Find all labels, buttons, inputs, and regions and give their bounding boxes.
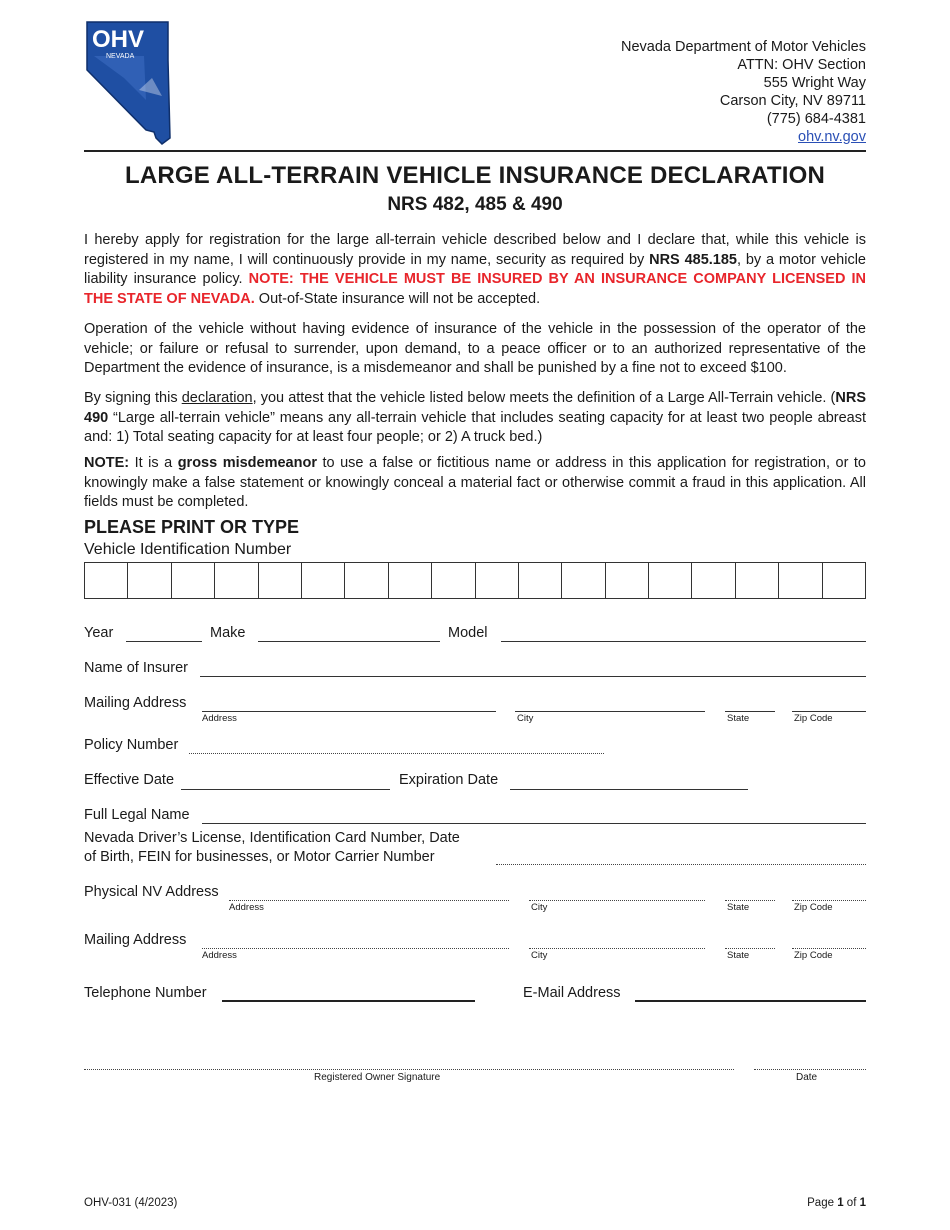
text: , you attest that the vehicle listed below meets the definition of a Large All-Terrain vehicle. ( bbox=[252, 390, 836, 406]
signature-caption: Registered Owner Signature bbox=[314, 1072, 441, 1083]
license-number-field[interactable] bbox=[496, 864, 866, 865]
page-current: 1 bbox=[837, 1197, 844, 1209]
email-label: E-Mail Address bbox=[523, 985, 621, 1001]
license-label-line1: Nevada Driver’s License, Identification Card Number, Date bbox=[84, 830, 460, 846]
vin-character-box[interactable] bbox=[302, 563, 345, 598]
address-caption: Address bbox=[229, 902, 264, 913]
expiration-date-label: Expiration Date bbox=[399, 772, 499, 788]
vin-character-box[interactable] bbox=[823, 563, 865, 598]
text: It is a bbox=[129, 455, 178, 471]
model-label: Model bbox=[448, 625, 488, 641]
city-caption: City bbox=[531, 950, 548, 961]
insurer-field[interactable] bbox=[200, 676, 866, 677]
address-line: 555 Wright Way bbox=[763, 75, 866, 91]
insurer-address-field[interactable] bbox=[202, 711, 496, 712]
physical-address-label: Physical NV Address bbox=[84, 884, 219, 900]
text: I hereby apply for registration for the large all-terrain vehicle described below and I declare that, while this vehicle is registered in my name, I will continuously provide in my name, security as required by bbox=[84, 232, 866, 268]
expiration-date-field[interactable] bbox=[510, 789, 748, 790]
vin-character-box[interactable] bbox=[85, 563, 128, 598]
year-label: Year bbox=[84, 625, 114, 641]
state-caption: State bbox=[727, 713, 750, 724]
effective-date-field[interactable] bbox=[181, 789, 390, 790]
page-number bbox=[807, 1197, 866, 1209]
form-id: OHV-031 (4/2023) bbox=[84, 1197, 178, 1209]
state-caption: State bbox=[727, 950, 750, 961]
insurer-city-field[interactable] bbox=[515, 711, 705, 712]
vin-character-box[interactable] bbox=[692, 563, 735, 598]
nrs-reference: NRS 490 bbox=[84, 390, 866, 426]
policy-number-field[interactable] bbox=[189, 753, 604, 754]
year-field[interactable] bbox=[126, 641, 202, 642]
page-title: LARGE ALL-TERRAIN VEHICLE INSURANCE DECLARATION bbox=[124, 162, 826, 189]
vin-character-box[interactable] bbox=[779, 563, 822, 598]
address-caption: Address bbox=[202, 713, 237, 724]
text: to use a false or fictitious name or address in this application for registration, or to knowingly make a false statement or knowingly conceal a material fact or otherwise commit a fraud in this application. All fields must be completed. bbox=[84, 455, 866, 510]
text: By signing this bbox=[84, 390, 182, 406]
zip-caption: Zip Code bbox=[794, 902, 833, 913]
text: , by a motor vehicle liability insurance policy. bbox=[84, 251, 866, 287]
address-line: ATTN: OHV Section bbox=[737, 57, 866, 73]
nrs-reference: NRS 485.185 bbox=[649, 251, 737, 268]
insurer-mailing-label: Mailing Address bbox=[84, 695, 187, 711]
model-field[interactable] bbox=[501, 641, 866, 642]
physical-state-field[interactable] bbox=[725, 900, 775, 901]
address-line: Nevada Department of Motor Vehicles bbox=[620, 39, 866, 55]
vin-character-box[interactable] bbox=[389, 563, 432, 598]
vin-character-box[interactable] bbox=[606, 563, 649, 598]
insurance-note: NOTE: THE VEHICLE MUST BE INSURED BY AN INSURANCE COMPANY LICENSED IN THE STATE OF NEVADA. bbox=[84, 271, 866, 307]
note-label: NOTE: bbox=[84, 455, 130, 471]
address-line: (775) 684-4381 bbox=[766, 111, 866, 127]
page-prefix: Page bbox=[807, 1197, 838, 1209]
physical-address-field[interactable] bbox=[229, 900, 509, 901]
zip-caption: Zip Code bbox=[794, 950, 833, 961]
effective-date-label: Effective Date bbox=[84, 772, 175, 788]
license-label-line2: of Birth, FEIN for businesses, or Motor Carrier Number bbox=[84, 849, 435, 865]
make-label: Make bbox=[210, 625, 246, 641]
fraud-paragraph bbox=[84, 454, 866, 513]
state-caption: State bbox=[727, 902, 750, 913]
ohv-logo bbox=[84, 20, 174, 148]
vin-character-box[interactable] bbox=[172, 563, 215, 598]
vin-character-box[interactable] bbox=[736, 563, 779, 598]
address-line: Carson City, NV 89711 bbox=[719, 93, 866, 109]
gross-misdemeanor-term: gross misdemeanor bbox=[177, 455, 317, 471]
page-of: of bbox=[843, 1197, 860, 1209]
address-caption: Address bbox=[202, 950, 237, 961]
owner-state-field[interactable] bbox=[725, 948, 775, 949]
phone-label: Telephone Number bbox=[84, 985, 207, 1001]
signature-date-field[interactable] bbox=[754, 1069, 866, 1070]
email-field[interactable] bbox=[635, 1000, 866, 1002]
declaration-term: declaration bbox=[181, 390, 253, 406]
vin-label: Vehicle Identification Number bbox=[84, 541, 292, 558]
insurer-state-field[interactable] bbox=[725, 711, 775, 712]
owner-zip-field[interactable] bbox=[792, 948, 866, 949]
page-subtitle: NRS 482, 485 & 490 bbox=[387, 194, 563, 215]
text: “Large all-terrain vehicle” means any all-terrain vehicle that includes seating capacity for at least two people abreast and: 1) Total seating capacity for at least four people; or 2) A truck bed.) bbox=[84, 409, 866, 445]
vin-character-box[interactable] bbox=[215, 563, 258, 598]
section-heading: PLEASE PRINT OR TYPE bbox=[84, 517, 300, 537]
physical-city-field[interactable] bbox=[529, 900, 705, 901]
page-total: 1 bbox=[859, 1197, 866, 1209]
vin-character-box[interactable] bbox=[476, 563, 519, 598]
vin-character-box[interactable] bbox=[432, 563, 475, 598]
legal-name-field[interactable] bbox=[202, 823, 866, 824]
owner-mailing-label: Mailing Address bbox=[84, 932, 187, 948]
vin-character-box[interactable] bbox=[649, 563, 692, 598]
zip-caption: Zip Code bbox=[794, 713, 833, 724]
city-caption: City bbox=[517, 713, 534, 724]
vin-character-box[interactable] bbox=[345, 563, 388, 598]
logo-subtext: NEVADA bbox=[106, 53, 135, 60]
declaration-paragraph bbox=[84, 231, 866, 309]
vin-character-box[interactable] bbox=[562, 563, 605, 598]
owner-address-field[interactable] bbox=[202, 948, 509, 949]
logo-text: OHV bbox=[92, 26, 145, 53]
phone-field[interactable] bbox=[222, 1000, 475, 1002]
make-field[interactable] bbox=[258, 641, 440, 642]
penalty-paragraph: Operation of the vehicle without having evidence of insurance of the vehicle in the possession of the operator of the vehicle; or failure or refusal to surrender, upon demand, to a peace officer or to an authorized representative of the Department the evidence of insurance, is a misdemeanor and shall be punished by a fine not to exceed $100. bbox=[84, 321, 866, 376]
nevada-state-logo-icon bbox=[84, 20, 174, 148]
city-caption: City bbox=[531, 902, 548, 913]
insurer-label: Name of Insurer bbox=[84, 660, 188, 676]
definition-paragraph bbox=[84, 389, 866, 448]
signature-field[interactable] bbox=[84, 1069, 734, 1070]
legal-name-label: Full Legal Name bbox=[84, 807, 190, 823]
text: Out-of-State insurance will not be accepted. bbox=[254, 290, 541, 307]
policy-label: Policy Number bbox=[84, 737, 179, 753]
physical-zip-field[interactable] bbox=[792, 900, 866, 901]
agency-address bbox=[621, 38, 866, 146]
website-link[interactable]: ohv.nv.gov bbox=[798, 129, 866, 145]
date-caption: Date bbox=[796, 1072, 818, 1083]
owner-city-field[interactable] bbox=[529, 948, 705, 949]
vin-character-box[interactable] bbox=[259, 563, 302, 598]
header-divider bbox=[84, 150, 866, 152]
vin-character-box[interactable] bbox=[519, 563, 562, 598]
vin-input-grid[interactable] bbox=[84, 562, 866, 599]
vin-character-box[interactable] bbox=[128, 563, 171, 598]
insurer-zip-field[interactable] bbox=[792, 711, 866, 712]
